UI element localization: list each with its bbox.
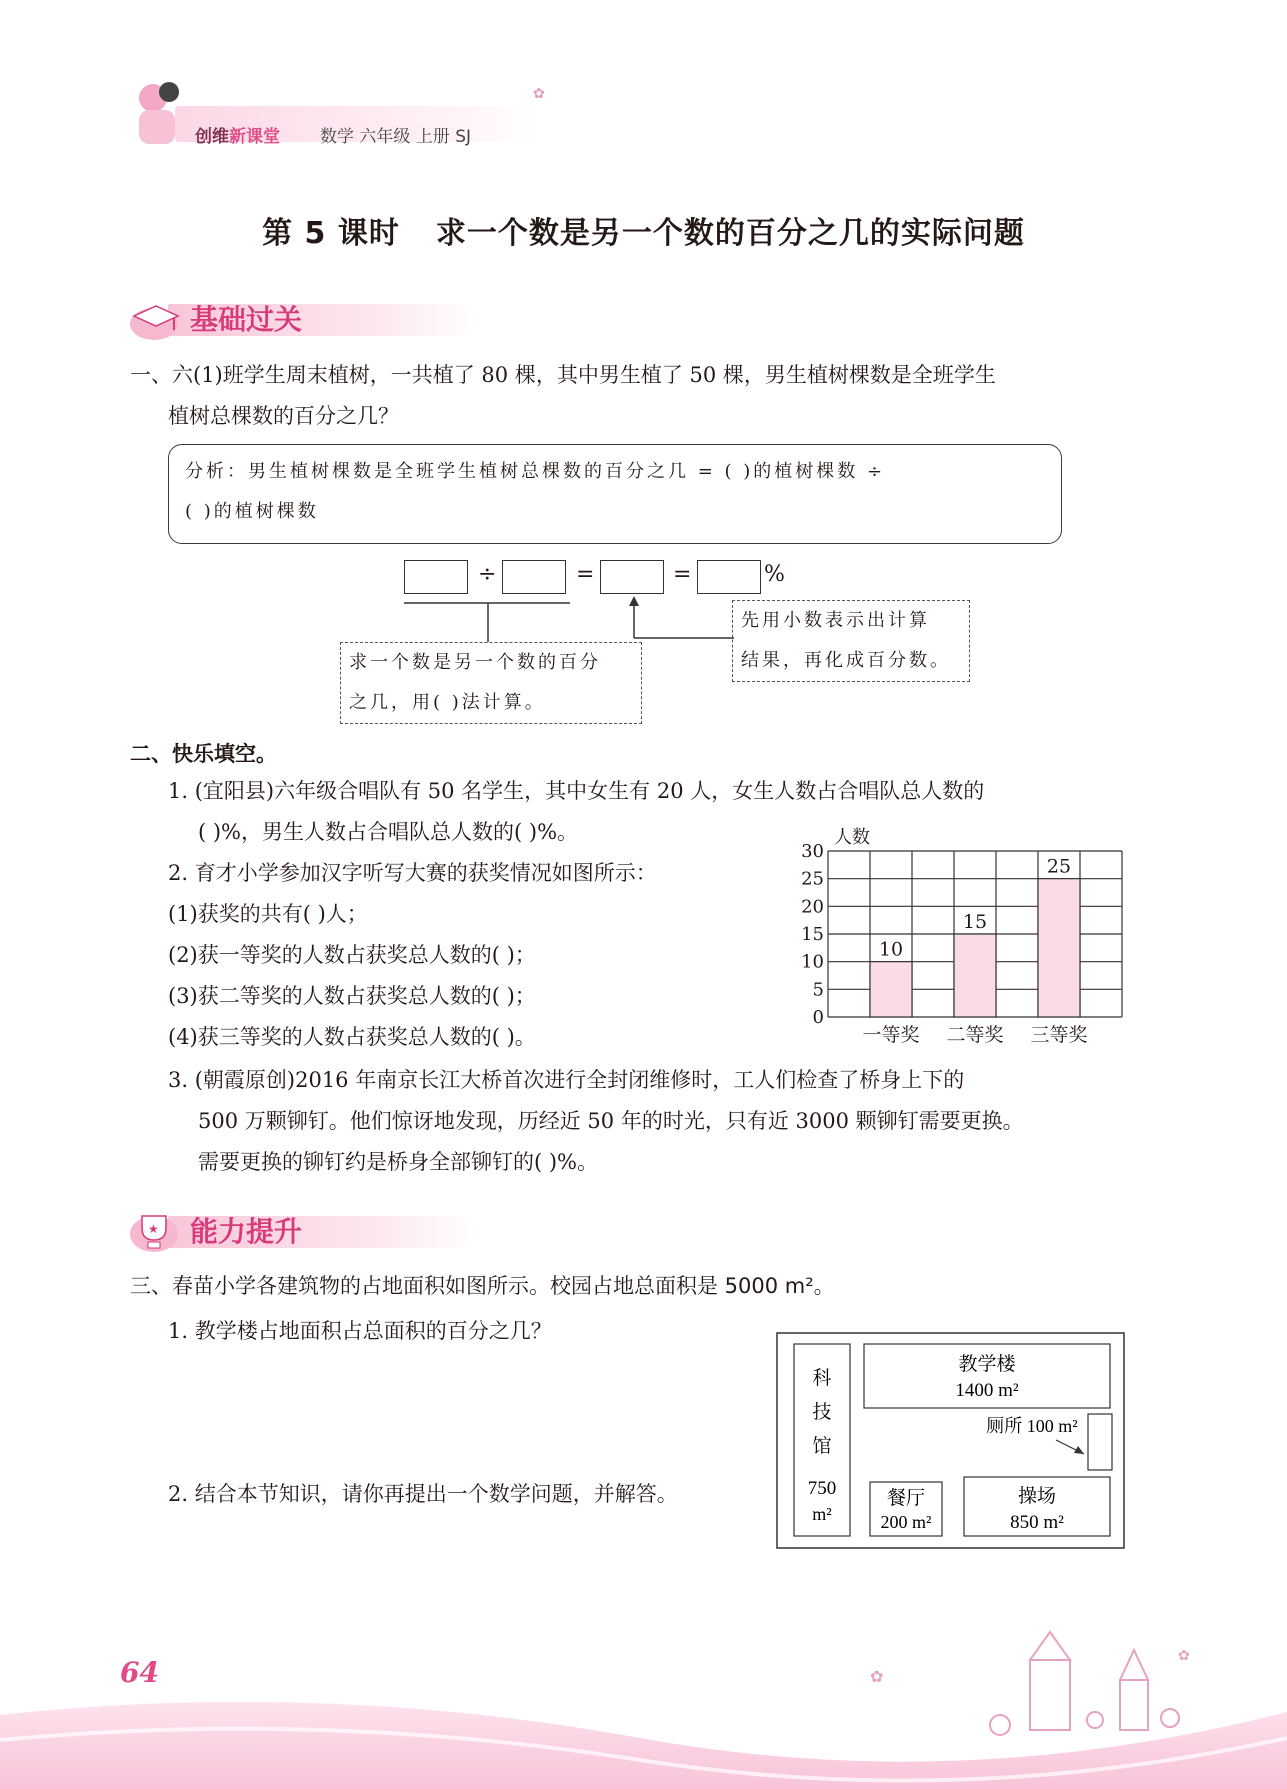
analysis-line2: ( )的植树棵数	[185, 501, 319, 522]
q2-item2-sub4: (4)获三等奖的人数占获奖总人数的( )。	[168, 1025, 536, 1049]
q2-item2-sub3: (3)获二等奖的人数占获奖总人数的( )；	[168, 984, 536, 1008]
q3-item1: 1. 教学楼占地面积占总面积的百分之几？	[168, 1319, 552, 1343]
awards-bar-chart	[780, 825, 1130, 1050]
footer-decoration	[0, 1620, 1287, 1789]
chart-y-tick-label: 10	[801, 951, 824, 973]
q2-item3-line3: 需要更换的铆钉约是桥身全部铆钉的( )%。	[198, 1150, 599, 1174]
trophy-icon	[128, 1206, 184, 1256]
q2-item2-sub1: (1)获奖的共有( )人；	[168, 902, 368, 926]
tech-hall-area: 750	[807, 1478, 837, 1499]
hint-box-right	[732, 600, 970, 682]
canteen-area: 200 m²	[880, 1512, 932, 1532]
castle-icon	[990, 1632, 1179, 1735]
chart-category-label: 二等奖	[946, 1024, 1004, 1046]
hint-left-line2: 之几，用( )法计算。	[349, 692, 546, 713]
canteen-label: 餐厅	[886, 1488, 926, 1509]
hint-right-line2: 结果，再化成百分数。	[741, 650, 951, 671]
brand-name: 创维新课堂	[195, 127, 280, 147]
answer-box-percent[interactable]	[697, 560, 761, 594]
tech-hall-label-2: 技	[812, 1402, 832, 1423]
svg-text:✿: ✿	[870, 1667, 884, 1686]
section-banner-advanced	[128, 1206, 488, 1252]
analysis-line1: 分析：男生植树棵数是全班学生植树总棵数的百分之几 = ( )的植树棵数 ÷	[185, 461, 886, 482]
chart-bar	[954, 934, 996, 1017]
book-series-label: 数学 六年级 上册 SJ	[320, 127, 472, 147]
analysis-box	[168, 444, 1062, 544]
chart-y-tick-label: 0	[812, 1007, 824, 1028]
q2-heading: 二、快乐填空。	[130, 742, 277, 766]
chart-bar	[870, 962, 912, 1017]
tech-hall-label-1: 科	[812, 1368, 832, 1389]
toilet-label: 厕所 100 m²	[986, 1416, 1078, 1436]
tech-hall-label-3: 馆	[812, 1436, 832, 1457]
equals-sign-1: =	[576, 562, 595, 587]
chart-bar-value-label: 25	[1046, 855, 1072, 878]
q2-item1-line2: ( )%，男生人数占合唱队总人数的( )%。	[198, 820, 579, 844]
chart-category-label: 一等奖	[862, 1024, 920, 1046]
graduation-cap-icon	[128, 294, 184, 344]
chart-y-tick-label: 25	[801, 868, 824, 890]
teaching-building-label: 教学楼	[958, 1354, 1016, 1375]
chart-y-tick-label: 5	[812, 979, 824, 1001]
teaching-building-area: 1400 m²	[955, 1380, 1019, 1401]
q2-item1-line1: 1. (宜阳县)六年级合唱队有 50 名学生，其中女生有 20 人，女生人数占合唱队总人数的	[168, 779, 985, 803]
q1-line2: 植树总棵数的百分之几？	[168, 404, 399, 428]
section-title: 基础过关	[190, 303, 303, 336]
playground-area: 850 m²	[1010, 1512, 1064, 1533]
q3-item2: 2. 结合本节知识，请你再提出一个数学问题，并解答。	[168, 1482, 678, 1506]
svg-text:✿: ✿	[1178, 1648, 1190, 1664]
campus-site-map	[776, 1332, 1126, 1550]
q1-line1: 一、六(1)班学生周末植树，一共植了 80 棵，其中男生植了 50 棵，男生植树棵数是全班学生	[130, 363, 996, 387]
q3-heading: 三、春苗小学各建筑物的占地面积如图所示。校园占地总面积是 5000 m²。	[130, 1274, 835, 1298]
chart-bar-value-label: 10	[878, 938, 904, 961]
answer-box-dividend[interactable]	[404, 560, 468, 594]
answer-box-divisor[interactable]	[502, 560, 566, 594]
hint-left-line1: 求一个数是另一个数的百分	[349, 652, 601, 673]
q2-item2-sub2: (2)获一等奖的人数占获奖总人数的( )；	[168, 943, 536, 967]
section-banner-basic	[128, 294, 488, 340]
svg-text:★: ★	[148, 1222, 159, 1236]
chart-category-label: 三等奖	[1030, 1024, 1088, 1046]
tech-hall-unit: m²	[812, 1504, 832, 1524]
playground-label: 操场	[1017, 1486, 1057, 1507]
hint-right-line1: 先用小数表示出计算	[741, 610, 930, 631]
chart-y-tick-label: 30	[801, 841, 824, 862]
chart-y-tick-label: 15	[801, 924, 824, 945]
page-number: 64	[120, 1656, 159, 1689]
q2-item3-line1: 3. (朝霞原创)2016 年南京长江大桥首次进行全封闭维修时，工人们检查了桥身上下的	[168, 1068, 965, 1092]
lesson-name: 求一个数是另一个数的百分之几的实际问题	[435, 216, 1025, 251]
q2-item2-line: 2. 育才小学参加汉字听写大赛的获奖情况如图所示：	[168, 861, 657, 885]
percent-sign: %	[764, 562, 785, 587]
chart-y-axis-label: 人数	[834, 827, 870, 848]
hint-box-left	[340, 642, 642, 724]
divide-sign: ÷	[478, 562, 497, 587]
chart-bar	[1038, 879, 1080, 1017]
lesson-number: 第 5 课时	[262, 216, 400, 251]
q2-item3-line2: 500 万颗铆钉。他们惊讶地发现，历经近 50 年的时光，只有近 3000 颗铆钉需要更换。	[198, 1109, 1024, 1133]
chart-y-tick-label: 20	[801, 896, 824, 918]
svg-text:✿: ✿	[533, 86, 545, 102]
answer-box-decimal[interactable]	[600, 560, 664, 594]
lesson-title	[0, 208, 1287, 252]
chart-bar-value-label: 15	[962, 911, 988, 933]
section-title: 能力提升	[190, 1215, 303, 1248]
equals-sign-2: =	[673, 562, 692, 587]
